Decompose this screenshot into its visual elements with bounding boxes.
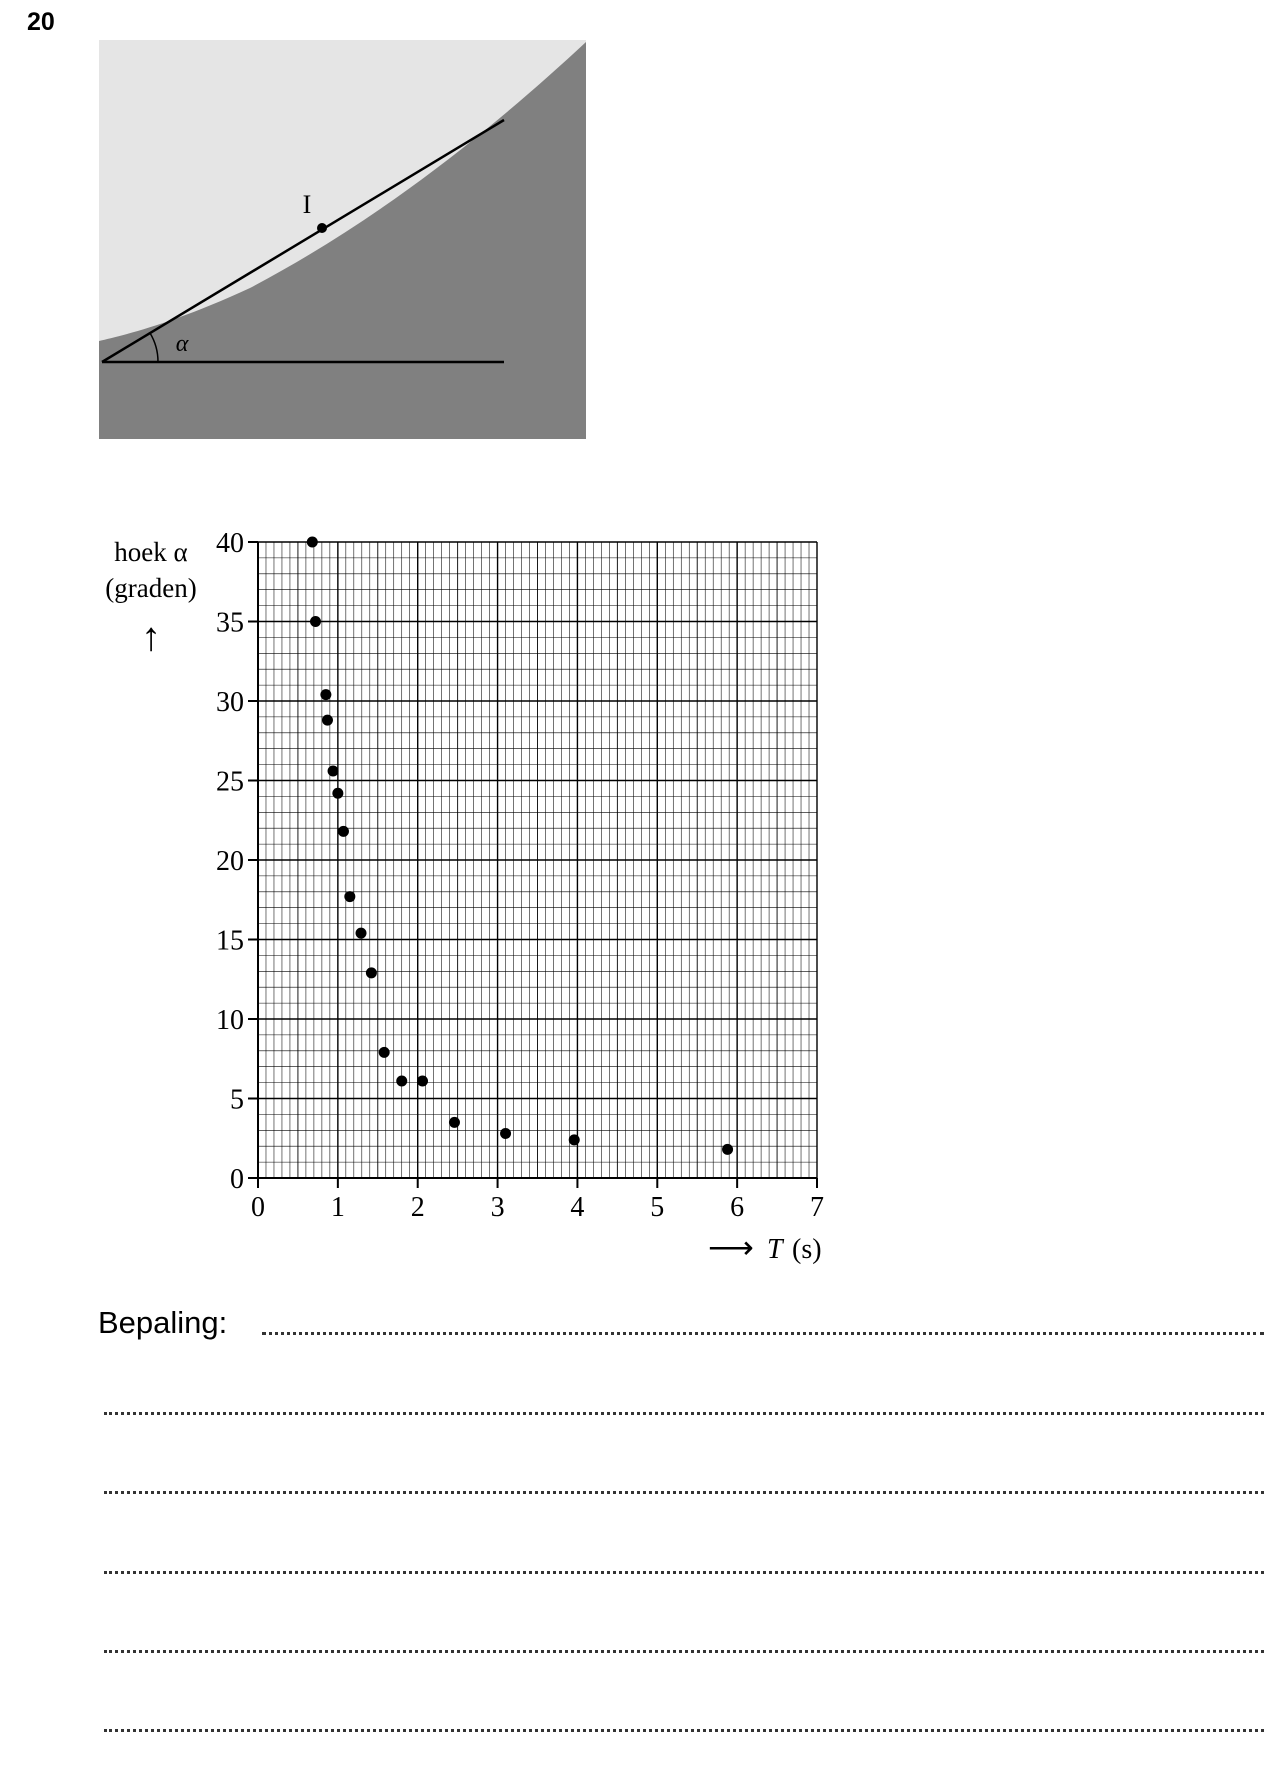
- data-point: [722, 1144, 733, 1155]
- data-point: [379, 1047, 390, 1058]
- point-i-label: I: [302, 190, 312, 219]
- x-tick-label: 5: [650, 1192, 665, 1223]
- y-tick-label: 20: [216, 846, 244, 877]
- question-number: 20: [27, 8, 55, 36]
- x-tick-label: 3: [490, 1192, 505, 1223]
- y-axis-arrow: ↑: [141, 614, 161, 659]
- answer-line-1[interactable]: [262, 1332, 1264, 1335]
- x-tick-label: 2: [410, 1192, 425, 1223]
- y-tick-label: 0: [230, 1164, 244, 1195]
- answer-label-text: Bepaling:: [98, 1305, 228, 1340]
- data-point: [328, 765, 339, 776]
- data-point: [366, 967, 377, 978]
- angle-alpha-label: α: [175, 331, 189, 357]
- answer-line-4[interactable]: [104, 1571, 1264, 1574]
- data-point: [322, 715, 333, 726]
- y-axis-label-line1: hoek α: [114, 537, 188, 567]
- data-point: [449, 1117, 460, 1128]
- data-point: [417, 1076, 428, 1087]
- answer-label: [98, 1305, 227, 1341]
- y-tick-label: 35: [216, 607, 244, 639]
- x-tick-label: 0: [251, 1192, 265, 1223]
- data-point: [344, 891, 355, 902]
- x-axis-arrow: ⟶: [708, 1229, 754, 1265]
- data-point: [569, 1134, 580, 1145]
- chart-points: [307, 537, 733, 1155]
- data-point: [307, 537, 318, 548]
- y-tick-label: 15: [216, 925, 244, 957]
- y-tick-label: 25: [216, 766, 244, 798]
- x-axis-unit: (s): [792, 1234, 822, 1265]
- y-tick-label: 5: [230, 1084, 244, 1116]
- chart-grid: [258, 542, 817, 1178]
- answer-line-5[interactable]: [104, 1650, 1264, 1653]
- chart-tick-labels: [216, 528, 824, 1223]
- y-tick-label: 40: [216, 528, 244, 559]
- x-tick-label: 6: [730, 1192, 745, 1223]
- answer-line-6[interactable]: [104, 1729, 1264, 1732]
- chart-axes: [248, 542, 817, 1188]
- data-point: [310, 616, 321, 627]
- data-point: [396, 1076, 407, 1087]
- answer-line-2[interactable]: [104, 1412, 1264, 1415]
- data-point: [338, 826, 349, 837]
- data-point: [320, 689, 331, 700]
- data-point: [356, 928, 367, 939]
- y-tick-label: 30: [216, 687, 244, 718]
- data-point: [332, 788, 343, 799]
- data-point: [500, 1128, 511, 1139]
- x-tick-label: 1: [330, 1192, 345, 1223]
- x-tick-label: 7: [810, 1192, 824, 1223]
- x-axis-symbol: T: [767, 1234, 783, 1265]
- y-tick-label: 10: [216, 1005, 244, 1036]
- answer-line-3[interactable]: [104, 1491, 1264, 1494]
- y-axis-label-line2: (graden): [105, 573, 197, 603]
- x-tick-label: 4: [570, 1192, 585, 1223]
